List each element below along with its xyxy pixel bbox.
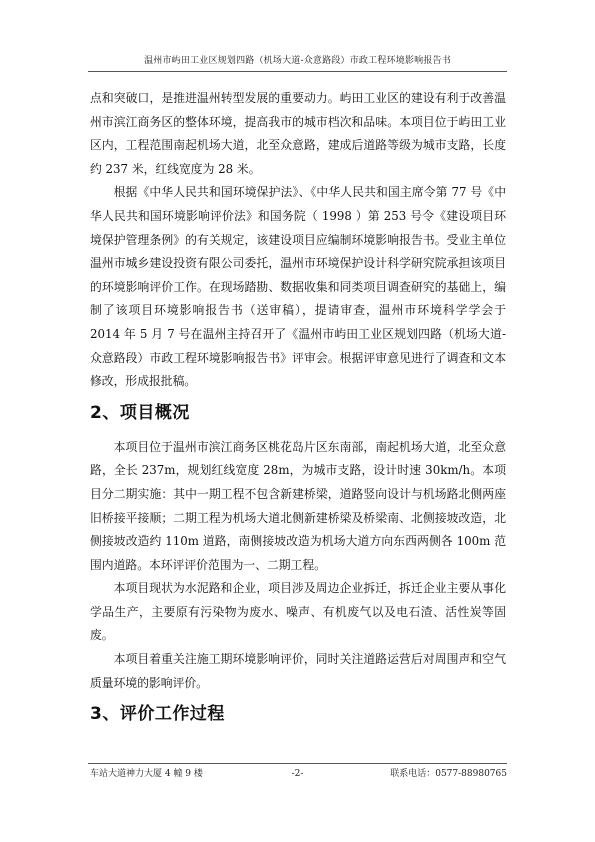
running-header: 温州市屿田工业区规划四路（机场大道-众意路段）市政工程环境影响报告书: [144, 56, 451, 66]
section2-paragraph-2: 本项目现状为水泥路和企业，项目涉及周边企业拆迁，拆迁企业主要从事化学品生产，主要原有污染物为废水、噪声、有机废气以及电石渣、活性炭等固废。: [90, 581, 506, 643]
section2-paragraph-3: 本项目着重关注施工期环境影响评价，同时关注道路运营后对周围声和空气质量环境的影响评价。: [90, 652, 506, 690]
running-footer: [88, 766, 507, 782]
footer-phone: 联系电话：0577-88980765: [390, 769, 507, 779]
page-body: [90, 87, 506, 737]
intro-paragraph-2: 根据《中华人民共和国环境保护法》、《中华人民共和国主席令第 77 号《中华人民共和国环境影响评价法》和国务院（ 1998 ）第 253 号令《建设项目环境保护管理条例》的有关规定，该建设项目应编制环境影响报告书。受业主单位温州市城乡建设投资有限公司委托，温州市环境保护设计科学研究院承担该项目的环境影响评价工作。在现场踏勘、数据收集和同类项目调查研究的基础上，编制了该项目环境影响报告书（送审稿），提请审查，温州市环境科学学会于 2014 年 5 月 7 号在温州主持召开了《温州市屿田工业区规划四路（机场大道-众意路段）市政工程环境影响报告书》评审会。根据评审意见进行了调查和文本修改，形成报批稿。: [90, 185, 506, 389]
footer-rule: [88, 763, 507, 764]
section-heading-2: 2、项目概况: [90, 402, 190, 423]
footer-address: 车站大道神力大厦 4 幢 9 楼: [90, 769, 203, 779]
page-number: -2-: [291, 769, 304, 779]
header-rule: [88, 71, 507, 72]
intro-paragraph-1: 点和突破口，是推进温州转型发展的重要动力。屿田工业区的建设有利于改善温州市滨江商务区的整体环境，提高我市的城市档次和品味。本项目位于屿田工业区内，工程范围南起机场大道，北至众意路，建成后道路等级为城市支路，长度约 237 米，红线宽度为 28 米。: [90, 91, 506, 176]
section-heading-3: 3、评价工作过程: [90, 704, 225, 725]
section2-paragraph-1: 本项目位于温州市滨江商务区桃花岛片区东南部，南起机场大道，北至众意路，全长 237m，规划红线宽度 28m，为城市支路，设计时速 30km/h。本项目分二期实施：其中一期工程不包含新建桥梁，道路竖向设计与机场路北侧两座旧桥接平接顺；二期工程为机场大道北侧新建桥梁及桥梁南、北侧接坡改造，北侧接坡改造约 110m 道路，南侧接坡改造为机场大道方向东西两侧各 100m 范围内道路。本环评评价范围为一、二期工程。: [90, 439, 506, 572]
